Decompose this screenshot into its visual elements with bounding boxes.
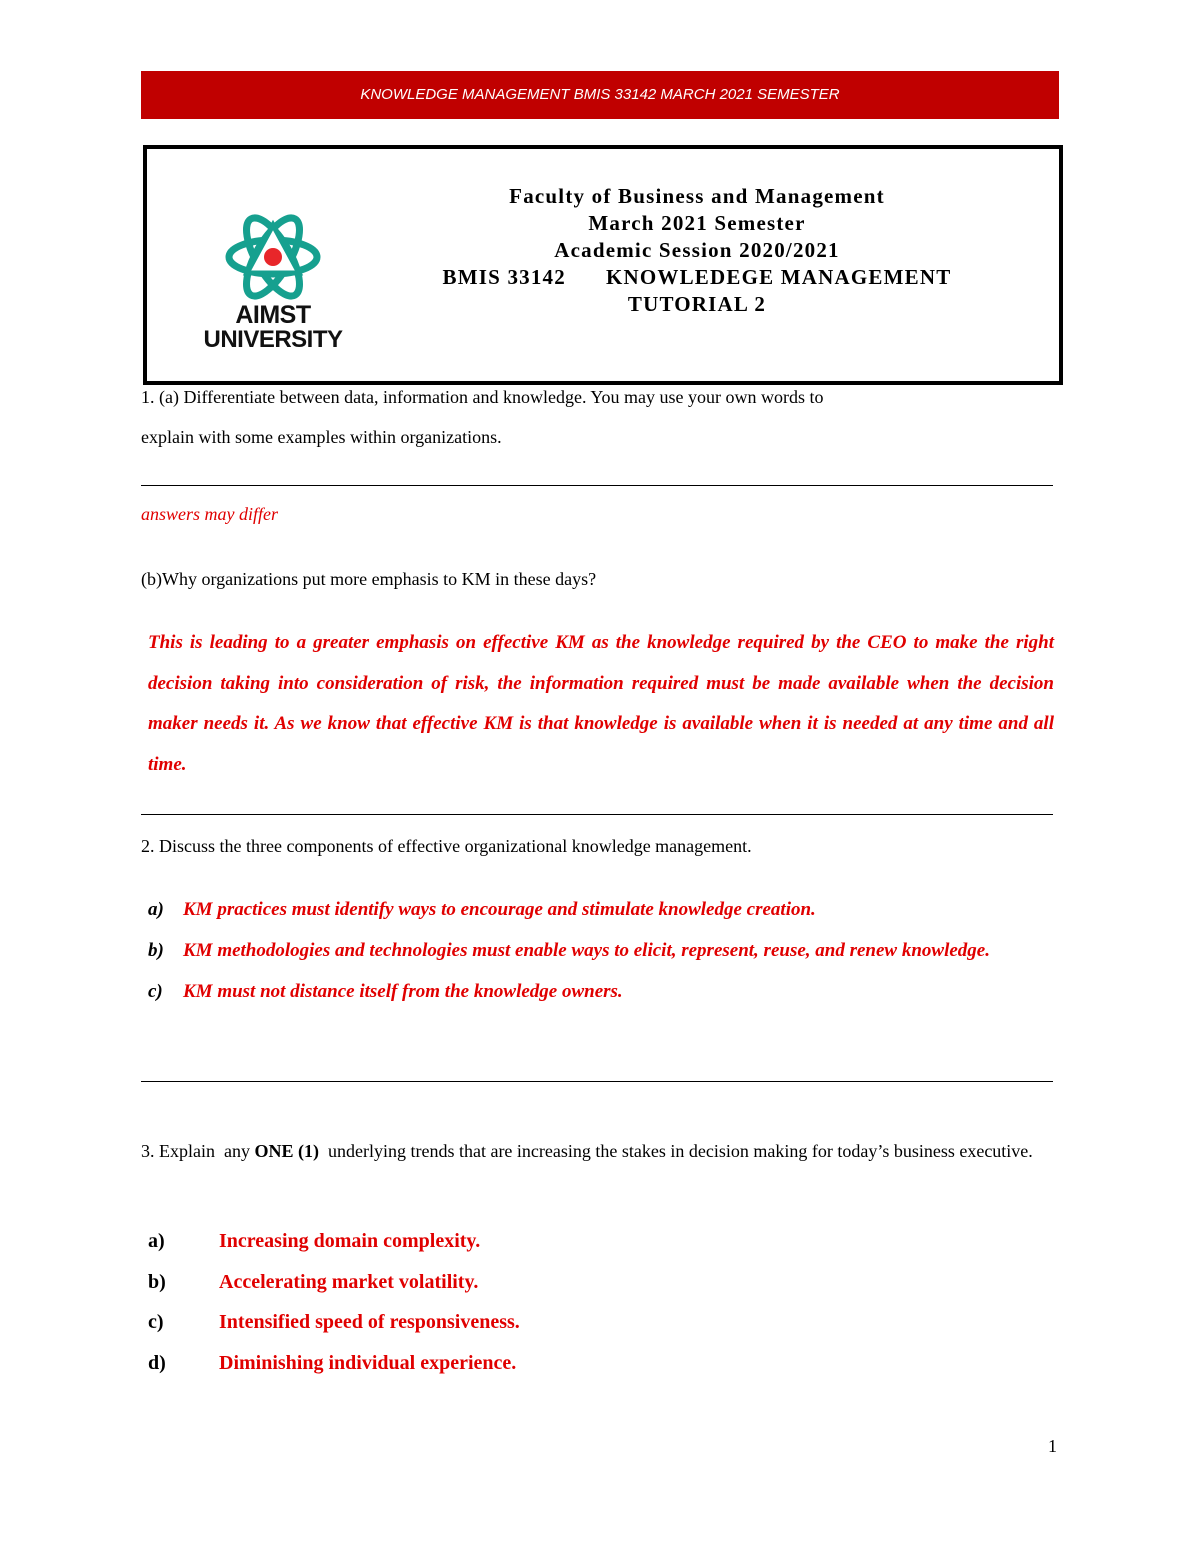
- header-banner: KNOWLEDGE MANAGEMENT BMIS 33142 MARCH 2021 SEMESTER: [141, 71, 1059, 119]
- q2-question: 2. Discuss the three components of effective organizational knowledge management.: [141, 836, 752, 856]
- q1a-answer: answers may differ: [141, 504, 278, 524]
- divider: [141, 814, 1053, 815]
- list-item-text: KM practices must identify ways to encourage and stimulate knowledge creation.: [183, 899, 816, 920]
- q1b-question: (b)Why organizations put more emphasis to KM in these days?: [141, 569, 597, 589]
- aimst-university-logo: [193, 207, 353, 353]
- list-item: [148, 971, 1054, 1012]
- list-item-label: c): [148, 1311, 164, 1333]
- list-item-label: d): [148, 1351, 166, 1374]
- list-item: [148, 1302, 848, 1343]
- q1a-line2: explain with some examples within organizations.: [141, 427, 502, 447]
- list-item-text: Diminishing individual experience.: [219, 1351, 517, 1374]
- list-item-text: Increasing domain complexity.: [219, 1230, 481, 1252]
- page-number: 1: [1048, 1436, 1057, 1456]
- divider: [141, 1081, 1053, 1082]
- list-item-text: Intensified speed of responsiveness.: [219, 1311, 520, 1333]
- q1b-answer: This is leading to a greater emphasis on effective KM as the knowledge required by the CEO to make the right decision taking into consideration of risk, the information required must be made available when the decision maker needs it. As we know that effective KM is that knowledge is available when it is needed at any time and all time.: [148, 632, 1054, 775]
- logo-text-aimst: AIMST: [235, 301, 311, 329]
- list-item: [148, 1343, 848, 1384]
- q3-question: [141, 1139, 1055, 1164]
- logo-text-university: UNIVERSITY: [203, 326, 343, 353]
- q1a-line1: 1. (a) Differentiate between data, information and knowledge. You may use your own words to: [141, 387, 824, 407]
- course-code: BMIS 33142: [442, 265, 566, 289]
- divider: [141, 485, 1053, 486]
- q3-answer-list: [148, 1221, 848, 1383]
- list-item: [148, 889, 1054, 930]
- tutorial-title: TUTORIAL 2: [627, 292, 767, 316]
- course-header-box: [143, 145, 1063, 385]
- list-item-text: KM methodologies and technologies must enable ways to elicit, represent, reuse, and renew knowledge.: [183, 940, 990, 961]
- list-item: [148, 930, 1054, 971]
- course-header-text: [367, 183, 1027, 318]
- list-item-text: Accelerating market volatility.: [219, 1270, 479, 1293]
- list-item-label: a): [148, 899, 164, 920]
- session-title: Academic Session 2020/2021: [554, 238, 840, 262]
- q3-bold: ONE (1): [254, 1141, 319, 1161]
- list-item: [148, 1262, 848, 1303]
- list-item-label: c): [148, 981, 163, 1002]
- course-line: [367, 264, 1027, 291]
- semester-title: March 2021 Semester: [588, 211, 806, 235]
- faculty-title: Faculty of Business and Management: [509, 184, 885, 208]
- q2-answer-list: [148, 889, 1054, 1012]
- q3-suffix: underlying trends that are increasing the stakes in decision making for today’s business executive.: [318, 1141, 1033, 1161]
- list-item-label: b): [148, 1270, 166, 1293]
- q3-prefix: 3. Explain any: [141, 1141, 255, 1161]
- course-name: KNOWLEDEGE MANAGEMENT: [605, 265, 952, 289]
- atom-logo-icon: [193, 207, 353, 307]
- list-item-label: b): [148, 940, 164, 961]
- list-item-label: a): [148, 1230, 165, 1252]
- list-item-text: KM must not distance itself from the knowledge owners.: [183, 981, 623, 1002]
- list-item: [148, 1221, 848, 1262]
